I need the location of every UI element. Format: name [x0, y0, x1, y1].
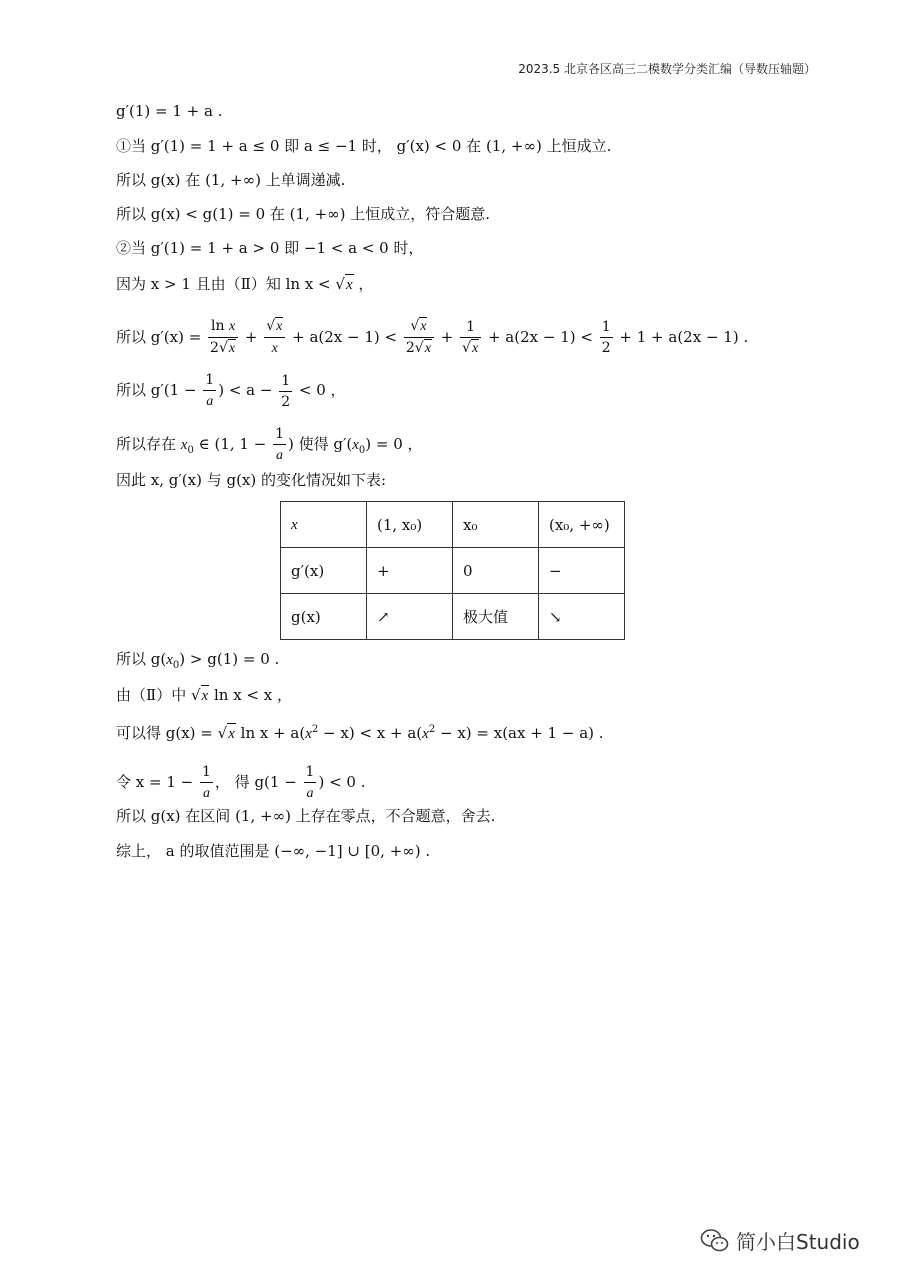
page-header: 2023.5 北京各区高三二模数学分类汇编（导数压轴题）: [518, 62, 816, 76]
watermark: [700, 1226, 860, 1255]
table-cell: g′(x): [281, 548, 367, 594]
solution-line-11: 所以 $g(x_0) > g(1) = 0$ .: [116, 650, 280, 671]
table-cell: g(x): [281, 594, 367, 640]
solution-line-3: 所以 g(x) 在 (1, +∞) 上单调递减.: [116, 171, 346, 189]
table-cell: (1, x₀): [367, 502, 453, 548]
table-cell: −: [539, 548, 625, 594]
variation-table: [280, 501, 625, 640]
table-cell: 极大值: [453, 594, 539, 640]
solution-line-8: 所以 g′(1 − $\frac{1}{a}$ ) < a − $\frac{1}{2}$ < 0 ，: [116, 372, 346, 410]
table-row: [281, 594, 625, 640]
solution-line-14: 令 x = 1 − $\frac{1}{a}$ ， 得 g(1 − $\frac{1}{a}$ ) < 0 .: [116, 764, 366, 801]
table-cell: +: [367, 548, 453, 594]
table-cell: 0: [453, 548, 539, 594]
table-cell: x₀: [453, 502, 539, 548]
table-row: [281, 502, 625, 548]
solution-line-13: 可以得 g(x) = √x $\ln x + a(x^2 - x) < x + a(x^2 - x) = x(ax + 1 - a)$ .: [116, 724, 604, 742]
solution-line-16: 综上， a 的取值范围是 (−∞, −1] ∪ [0, +∞) .: [116, 842, 431, 860]
solution-line-15: 所以 g(x) 在区间 (1, +∞) 上存在零点，不合题意，舍去.: [116, 807, 496, 825]
table-row: [281, 548, 625, 594]
table-cell: x: [281, 502, 367, 548]
table-cell: ↗: [367, 594, 453, 640]
wechat-icon: [700, 1228, 730, 1254]
solution-line-2: ①当 g′(1) = 1 + a ≤ 0 即 a ≤ −1 时， g′(x) < 0 在 (1, +∞) 上恒成立.: [116, 137, 612, 155]
solution-line-10: 因此 x, g′(x) 与 g(x) 的变化情况如下表:: [116, 471, 387, 489]
solution-line-7: 所以 g′(x) = $\frac{\text{ln x}}{2√x}$ + $\frac{√x}{x}$ + a(2x − 1) < $\frac{√x}{2√x}$ + $\frac{1}{√x}$ + a(2x − 1) < $\frac{1}{2}$ + 1 + a(2x − 1) .: [116, 318, 749, 356]
solution-line-4: 所以 g(x) < g(1) = 0 在 (1, +∞) 上恒成立，符合题意.: [116, 205, 491, 223]
solution-line-9: 所以存在 $x_0$ ∈ (1, 1 − $\frac{1}{a}$ ) 使得 $g'(x_0) = 0$ ，: [116, 426, 423, 463]
table-cell: (x₀, +∞): [539, 502, 625, 548]
solution-line-1: g′(1) = 1 + a .: [116, 102, 223, 120]
watermark-text: 简小白Studio: [736, 1230, 860, 1254]
solution-line-12: 由（Ⅱ）中 √x ln x < x ，: [116, 686, 292, 704]
solution-line-5: ②当 g′(1) = 1 + a > 0 即 −1 < a < 0 时，: [116, 239, 424, 257]
table-cell: ↘: [539, 594, 625, 640]
solution-line-6: 因为 x > 1 且由（Ⅱ）知 ln x < √x ，: [116, 275, 374, 293]
